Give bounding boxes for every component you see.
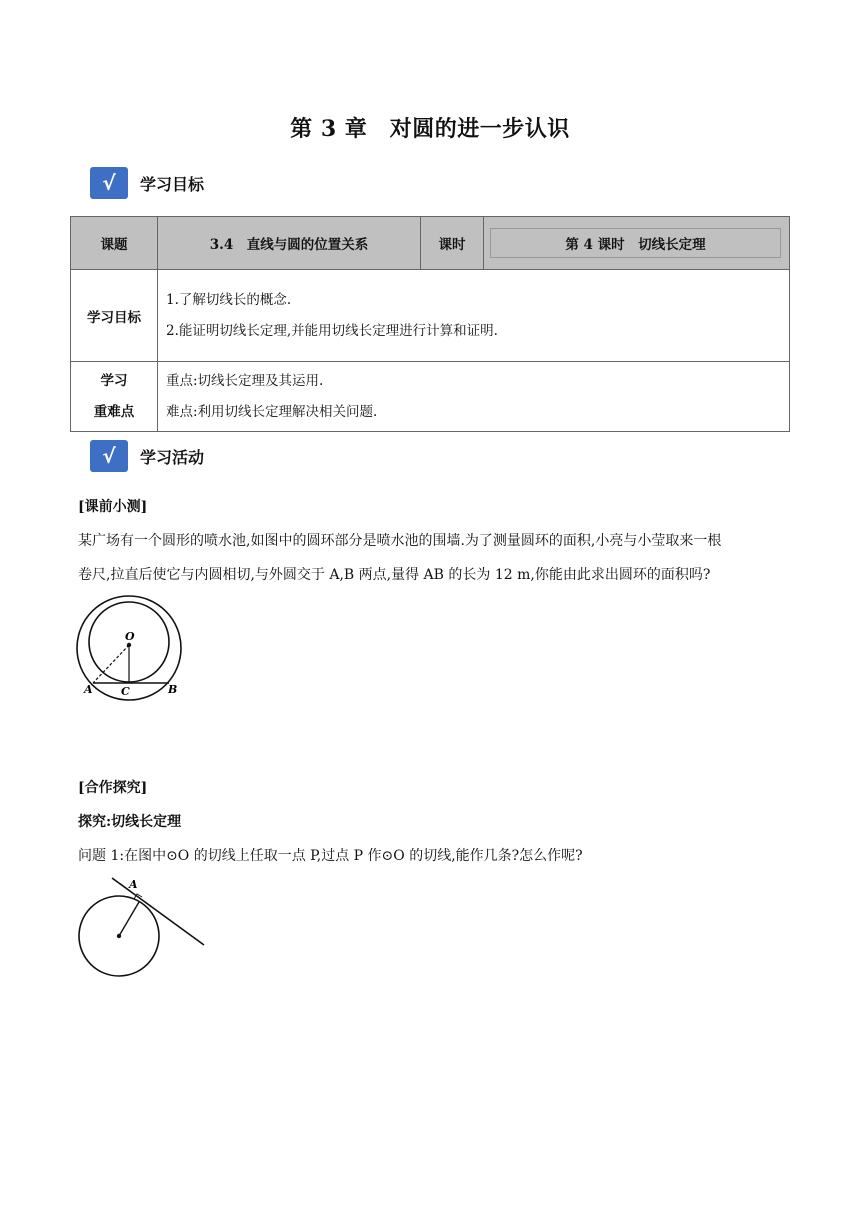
- topic-label-cell: 课题: [71, 217, 158, 270]
- section-activity-label: 学习活动: [140, 447, 205, 467]
- key-points-label-cell: [71, 362, 158, 432]
- learning-goals-table: [70, 216, 790, 432]
- check-badge-icon: √: [90, 167, 128, 199]
- period-label-cell: 课时: [421, 217, 484, 270]
- key-points-label-line1: 学习: [100, 372, 128, 389]
- radius-oa: [119, 902, 139, 936]
- center-point: [117, 934, 121, 938]
- pretest-text-line1: 某广场有一个圆形的喷水池,如图中的圆环部分是喷水池的围墙.为了测量圆环的面积,小亮与小莹取来一根: [78, 533, 722, 549]
- tangent-line: [112, 878, 204, 945]
- section-goals-header: [90, 166, 204, 200]
- goal-item-2: 2.能证明切线长定理,并能用切线长定理进行计算和证明.: [166, 322, 498, 339]
- key-point-item-1: 重点:切线长定理及其运用.: [166, 372, 324, 389]
- tangent-figure: [72, 872, 212, 984]
- label-b: B: [168, 683, 178, 696]
- check-badge-icon: √: [90, 440, 128, 472]
- section-goals-label: 学习目标: [140, 174, 205, 194]
- goals-row: [71, 270, 790, 362]
- explore-question-1: 问题 1:在图中⊙O 的切线上任取一点 P,过点 P 作⊙O 的切线,能作几条?怎么作呢?: [78, 848, 583, 864]
- label-c: C: [121, 685, 130, 698]
- explore-subheading: 探究:切线长定理: [78, 814, 182, 830]
- goals-label-cell: 学习目标: [71, 270, 158, 362]
- topic-value-cell: 3.4 直线与圆的位置关系: [158, 217, 421, 270]
- key-points-content-cell: [158, 362, 790, 432]
- period-value-box: 第 4 课时 切线长定理: [490, 228, 781, 258]
- section-activity-header: [90, 439, 204, 473]
- period-value-cell: [484, 217, 790, 270]
- label-o: O: [125, 630, 135, 643]
- explore-heading: [合作探究]: [78, 780, 148, 796]
- annulus-figure: [72, 592, 192, 704]
- label-a: A: [84, 683, 93, 696]
- table-header-row: [71, 217, 790, 270]
- pretest-text-line2: 卷尺,拉直后使它与内圆相切,与外圆交于 A,B 两点,量得 AB 的长为 12 m,你能由此求出圆环的面积吗?: [78, 567, 711, 583]
- label-a: A: [129, 878, 138, 891]
- chapter-title: 第 3 章 对圆的进一步认识: [290, 116, 570, 142]
- goals-content-cell: [158, 270, 790, 362]
- goal-item-1: 1.了解切线长的概念.: [166, 291, 292, 308]
- key-points-label-line2: 重难点: [93, 403, 135, 420]
- center-point-o: [127, 643, 131, 647]
- pretest-heading: [课前小测]: [78, 499, 148, 515]
- key-point-item-2: 难点:利用切线长定理解决相关问题.: [166, 403, 378, 420]
- key-points-row: [71, 362, 790, 432]
